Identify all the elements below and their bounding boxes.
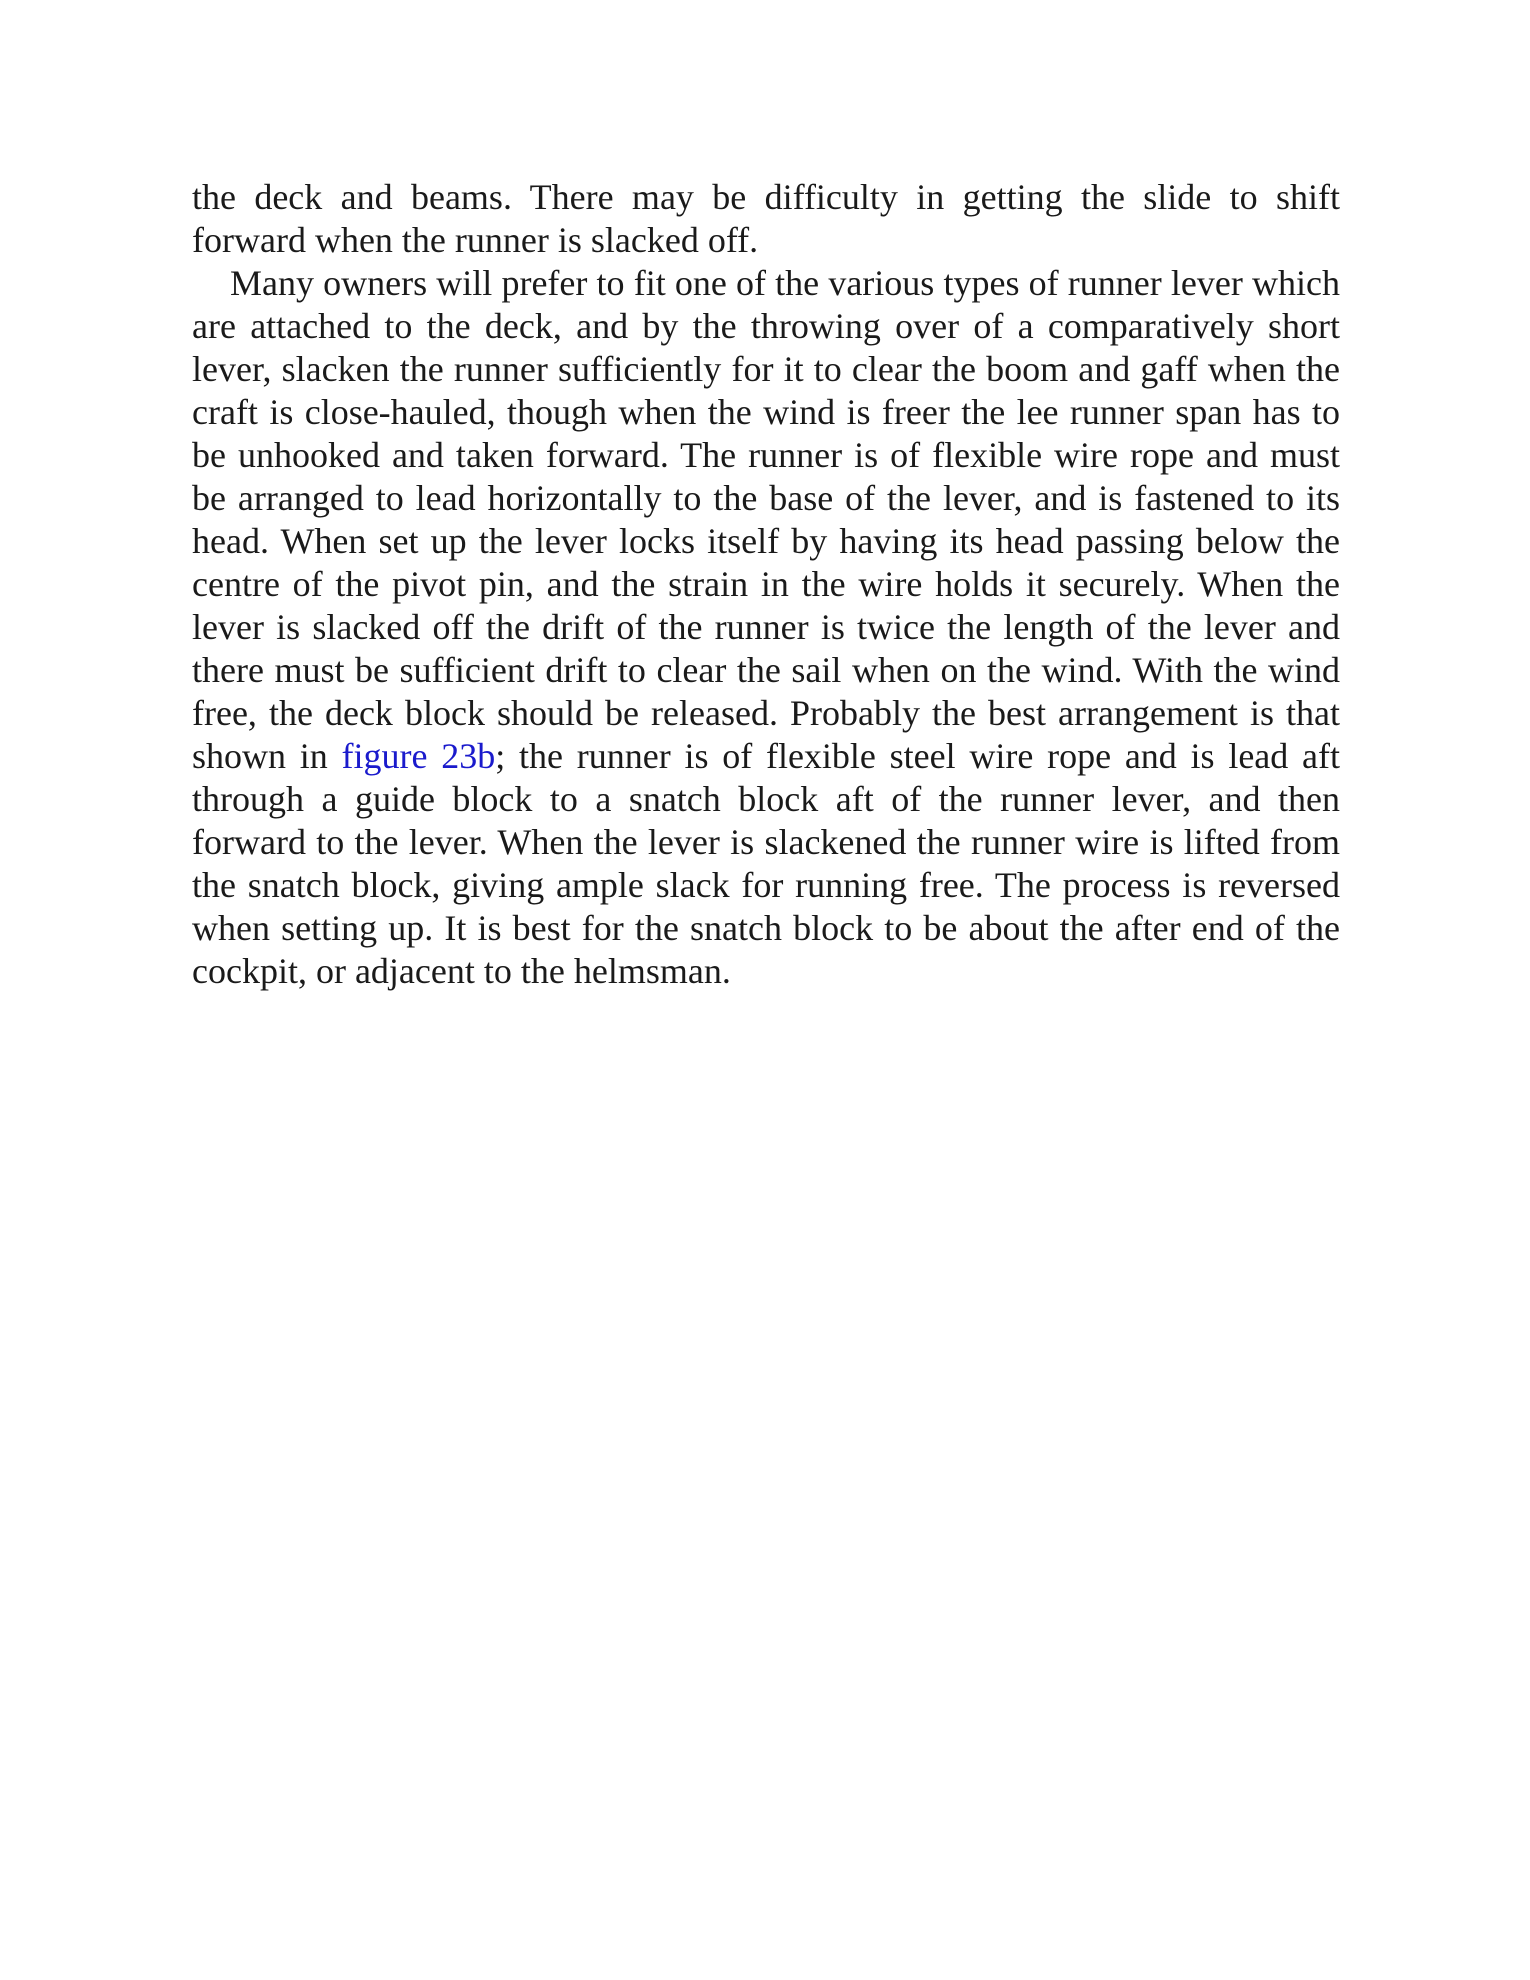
paragraph-2-text-end: ; the runner is of flexible steel wire rope and is lead aft through a guide block to a snatch block aft of the runner lever, and then forward to the lever. When the lever is slackened the runner wire is lifted from the snatch block, giving ample slack for running free. The process is reversed when setting up. It is best for the snatch block to be about the after end of the cockpit, or adjacent to the helmsman.: [192, 736, 1340, 991]
paragraph-runner-lever: [192, 262, 1340, 993]
paragraph-1-text: the deck and beams. There may be difficulty in getting the slide to shift forward when the runner is slacked off.: [192, 177, 1340, 260]
paragraph-continuation: [192, 176, 1340, 262]
body-text: [192, 176, 1340, 993]
figure-23b-link[interactable]: figure 23b: [341, 736, 496, 776]
paragraph-2-text-start: Many owners will prefer to fit one of the various types of runner lever which are attached to the deck, and by the throwing over of a comparatively short lever, slacken the runner sufficiently for it to clear the boom and gaff when the craft is close-hauled, though when the wind is freer the lee runner span has to be unhooked and taken forward. The runner is of flexible wire rope and must be arranged to lead horizontally to the base of the lever, and is fastened to its head. When set up the lever locks itself by having its head passing below the centre of the pivot pin, and the strain in the wire holds it securely. When the lever is slacked off the drift of the runner is twice the length of the lever and there must be sufficient drift to clear the sail when on the wind. With the wind free, the deck block should be released. Probably the best arrangement is that shown in: [192, 263, 1340, 776]
